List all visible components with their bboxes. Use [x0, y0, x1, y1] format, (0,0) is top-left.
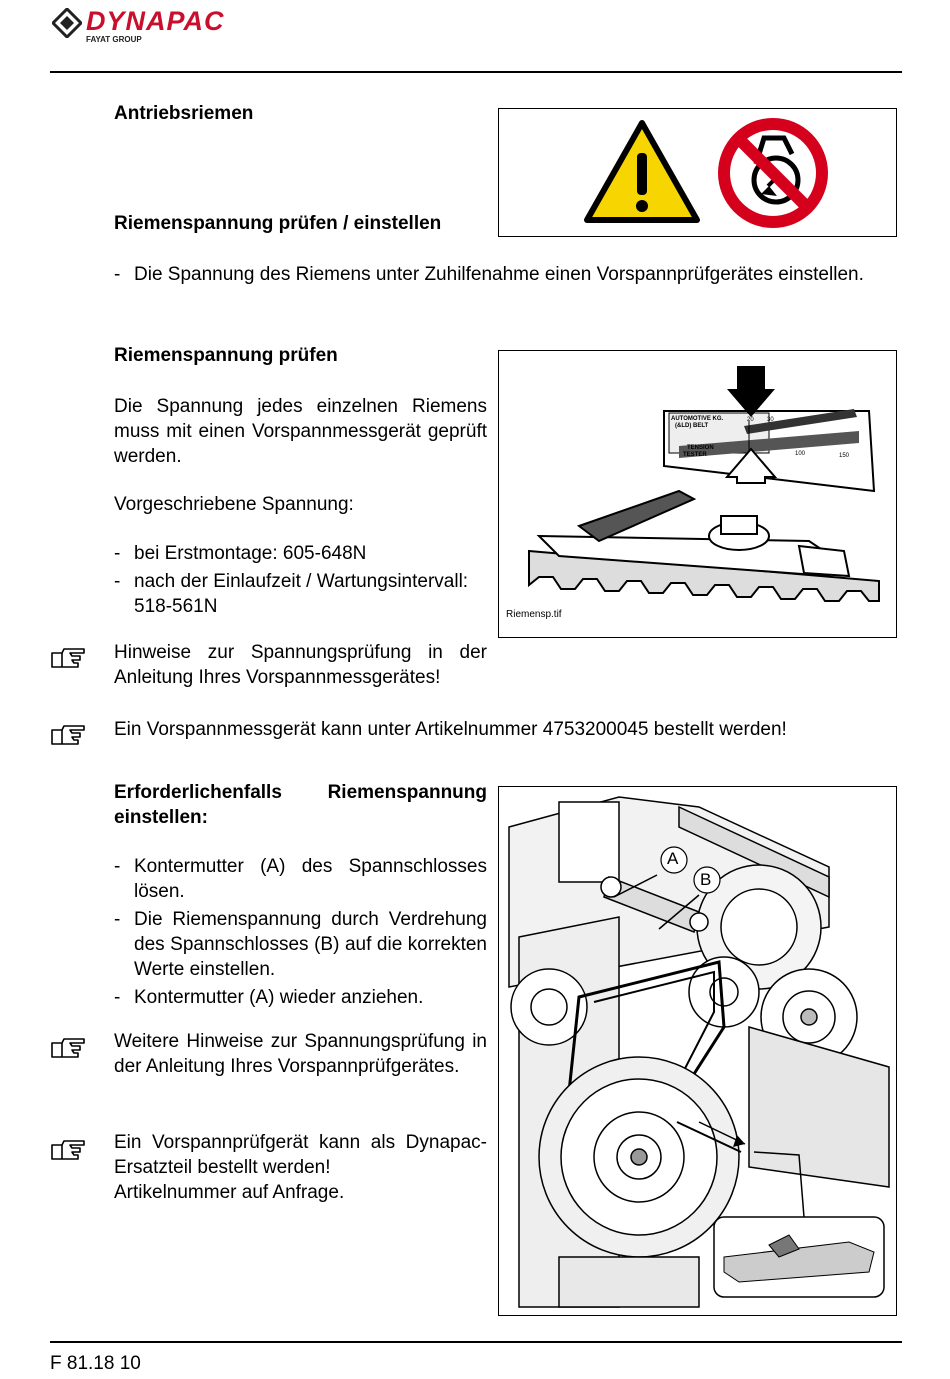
- list-item: - Die Spannung des Riemens unter Zuhilfenahme einen Vorspannprüfgerätes einstellen.: [114, 264, 864, 285]
- engine-belt-illustration: [499, 787, 896, 1315]
- pointing-hand-icon: [50, 1137, 86, 1163]
- footer-rule: [50, 1341, 902, 1343]
- pointing-hand-icon: [50, 645, 86, 671]
- dynapac-diamond-icon: [52, 8, 82, 38]
- no-rotating-parts-icon: [714, 114, 832, 232]
- gauge-label-2: (&LD) BELT: [675, 423, 709, 429]
- figure-caption: Riemensp.tif: [506, 609, 562, 620]
- list-item: - Kontermutter (A) des Spannschlosses lösen.: [114, 856, 487, 902]
- adjust-heading: Erforderlichenfalls Riemenspannung einstellen:: [114, 782, 487, 828]
- spec-label: Vorgeschriebene Spannung:: [114, 494, 354, 515]
- tick-100: 100: [795, 451, 806, 457]
- section-title: Antriebsriemen: [114, 103, 254, 124]
- belt-tester-figure: [498, 350, 897, 638]
- brand-group: FAYAT GROUP: [86, 35, 142, 44]
- pointing-hand-icon: [50, 722, 86, 748]
- note-1: Hinweise zur Spannungsprüfung in der Anleitung Ihres Vorspannmessgerätes!: [114, 642, 487, 688]
- adjust-list: [114, 854, 487, 1013]
- note-4-line-2: Artikelnummer auf Anfrage.: [114, 1182, 345, 1203]
- tick-20: 20: [747, 417, 754, 423]
- list-item: - Kontermutter (A) wieder anziehen.: [114, 987, 424, 1008]
- list-item: - Die Riemenspannung durch Verdrehung des Spannschlosses (B) auf die korrekten Werte einstellen.: [114, 909, 487, 980]
- tick-150: 150: [839, 453, 850, 459]
- gauge-label-4: TESTER: [683, 452, 707, 458]
- gauge-label-1: AUTOMOTIVE KG.: [671, 416, 724, 422]
- note-3: Weitere Hinweise zur Spannungsprüfung in der Anleitung Ihres Vorspannprüfgerätes.: [114, 1031, 487, 1077]
- gauge-label-3: TENSION: [687, 445, 714, 451]
- pointing-hand-icon: [50, 1035, 86, 1061]
- note-2: Ein Vorspannmessgerät kann unter Artikelnummer 4753200045 bestellt werden!: [114, 719, 787, 740]
- doc-number: F 81.18 10: [50, 1353, 141, 1374]
- check-adjust-list: [114, 262, 897, 290]
- label-a: A: [667, 849, 679, 868]
- check-paragraph: Die Spannung jedes einzelnen Riemens muss mit einen Vorspannmessgerät geprüft werden.: [114, 396, 487, 467]
- engine-belt-figure: [498, 786, 897, 1316]
- belt-tester-illustration: [499, 351, 896, 637]
- check-adjust-heading: Riemenspannung prüfen / einstellen: [114, 213, 442, 234]
- note-4-line-1: Ein Vorspannprüfgerät kann als Dynapac-Ersatzteil bestellt werden!: [114, 1132, 487, 1178]
- list-item: - bei Erstmontage: 605-648N: [114, 543, 367, 564]
- header-rule: [50, 71, 902, 73]
- tick-30: 30: [767, 417, 774, 423]
- brand-name: DYNAPAC: [86, 6, 225, 36]
- warning-symbols-box: [498, 108, 897, 237]
- check-heading: Riemenspannung prüfen: [114, 345, 338, 366]
- spec-list: [114, 541, 487, 622]
- label-b: B: [700, 870, 712, 889]
- list-item: - nach der Einlaufzeit / Wartungsintervall: 518-561N: [114, 571, 469, 617]
- warning-triangle-icon: [583, 119, 701, 224]
- dynapac-logo: [52, 6, 312, 46]
